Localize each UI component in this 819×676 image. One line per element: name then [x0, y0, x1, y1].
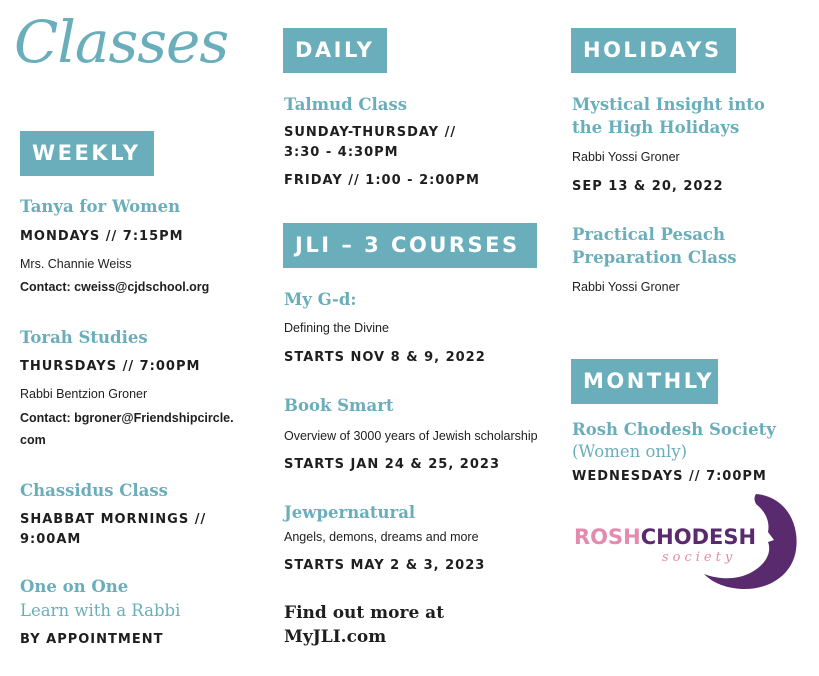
mystical-insight-schedule: SEP 13 & 20, 2022 [572, 179, 724, 194]
talmud-schedule-line1: SUNDAY-THURSDAY // [284, 125, 457, 140]
jewpernatural-schedule: STARTS MAY 2 & 3, 2023 [284, 558, 486, 573]
my-gd-schedule: STARTS NOV 8 & 9, 2022 [284, 350, 486, 365]
logo-word-society: society [662, 550, 737, 565]
rosh-chodesh-logo [570, 492, 804, 592]
daily-heading: DAILY [283, 28, 387, 73]
tanya-title: Tanya for Women [20, 197, 181, 216]
tanya-contact: Contact: cweiss@cjdschool.org [20, 280, 210, 294]
torah-studies-contact-line1: Contact: bgroner@Friendshipcircle. [20, 411, 234, 425]
torah-studies-schedule: THURSDAYS // 7:00PM [20, 359, 201, 374]
my-gd-description: Defining the Divine [284, 321, 389, 335]
mystical-insight-teacher: Rabbi Yossi Groner [572, 150, 680, 164]
findout-line1: Find out more at [284, 603, 445, 623]
holidays-heading: HOLIDAYS [571, 28, 736, 73]
jewpernatural-description: Angels, demons, dreams and more [284, 530, 479, 544]
pesach-title-line1: Practical Pesach [572, 225, 725, 244]
mystical-insight-title-line2: the High Holidays [572, 118, 740, 137]
torah-studies-teacher: Rabbi Bentzion Groner [20, 387, 148, 401]
my-gd-title: My G-d: [284, 290, 357, 309]
one-on-one-subtitle: Learn with a Rabbi [20, 601, 181, 620]
pesach-teacher: Rabbi Yossi Groner [572, 280, 680, 294]
book-smart-title: Book Smart [284, 396, 394, 415]
logo-word-chodesh: CHODESH [640, 525, 757, 549]
rosh-chodesh-title: Rosh Chodesh Society [572, 420, 776, 439]
monthly-heading: MONTHLY [571, 359, 718, 404]
tanya-schedule: MONDAYS // 7:15PM [20, 229, 184, 244]
myjli-link[interactable]: MyJLI.com [284, 627, 387, 647]
torah-studies-title: Torah Studies [20, 328, 148, 347]
logo-word-rosh: ROSH [574, 525, 641, 549]
chassidus-schedule-line1: SHABBAT MORNINGS // [20, 512, 207, 527]
chassidus-title: Chassidus Class [20, 481, 168, 500]
rosh-chodesh-schedule: WEDNESDAYS // 7:00PM [572, 469, 767, 484]
one-on-one-schedule: BY APPOINTMENT [20, 632, 164, 647]
one-on-one-title: One on One [20, 577, 129, 596]
jli-heading: JLI – 3 COURSES [283, 223, 537, 268]
jewpernatural-title: Jewpernatural [284, 503, 416, 522]
weekly-heading: WEEKLY [20, 131, 154, 176]
rosh-chodesh-subtitle: (Women only) [572, 442, 688, 461]
pesach-title-line2: Preparation Class [572, 248, 737, 267]
book-smart-schedule: STARTS JAN 24 & 25, 2023 [284, 457, 500, 472]
chassidus-schedule-line2: 9:00AM [20, 532, 82, 547]
mystical-insight-title-line1: Mystical Insight into [572, 95, 765, 114]
torah-studies-contact-line2: com [20, 433, 46, 447]
page-title: Classes [14, 8, 229, 76]
book-smart-description: Overview of 3000 years of Jewish scholarship [284, 429, 538, 443]
tanya-teacher: Mrs. Channie Weiss [20, 257, 132, 271]
talmud-schedule-line3: FRIDAY // 1:00 - 2:00PM [284, 173, 480, 188]
talmud-title: Talmud Class [284, 95, 408, 114]
talmud-schedule-line2: 3:30 - 4:30PM [284, 145, 399, 160]
